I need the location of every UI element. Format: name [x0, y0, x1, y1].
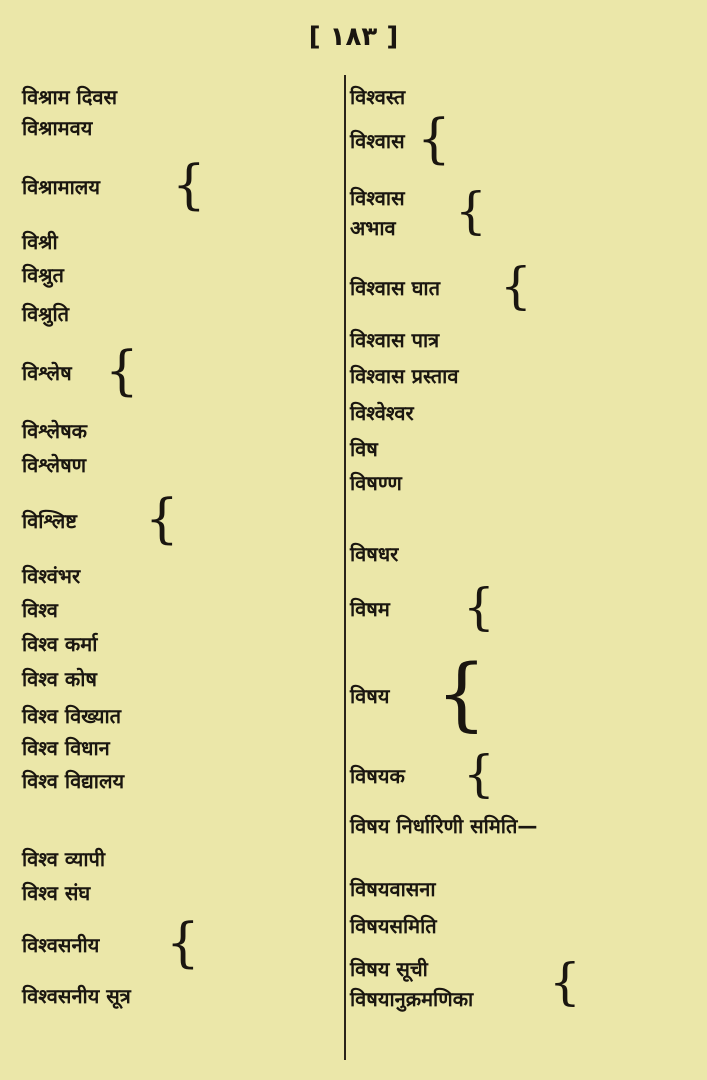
column-divider [344, 75, 346, 1060]
right-headword: विष [350, 437, 378, 461]
right-headword: विश्वस्त [350, 85, 406, 109]
left-headword: विश्व संघ [22, 881, 91, 905]
brace-glyph: { [500, 257, 532, 315]
left-headword: विश्राम दिवस [22, 85, 118, 109]
brace-glyph: { [172, 154, 206, 216]
left-headword: विश्रुत [22, 263, 64, 287]
brace-glyph: { [549, 953, 581, 1011]
left-headword: विश्व विधान [22, 736, 110, 760]
right-headword: विषय निर्धारिणी समिति— [350, 814, 538, 838]
left-headword: विश्व [22, 598, 58, 622]
left-headword: विश्वसनीय सूत्र [22, 984, 131, 1008]
brace-glyph: { [463, 578, 495, 636]
brace-glyph: { [105, 340, 139, 402]
brace-glyph: { [455, 182, 487, 240]
right-headword: विषय [350, 684, 390, 708]
brace-glyph: { [166, 912, 200, 974]
right-headword: विश्वास प्रस्ताव [350, 364, 459, 388]
right-headword: विश्वेश्वर [350, 401, 414, 425]
left-headword: विश्व विख्यात [22, 704, 122, 728]
right-headword: विषधर [350, 542, 399, 566]
brace-glyph: { [463, 745, 495, 803]
right-headword: विश्वास अभाव [350, 186, 405, 240]
right-headword: विषय सूची विषयानुक्रमणिका [350, 957, 474, 1011]
right-headword: विषयक [350, 764, 405, 788]
brace-glyph: { [417, 108, 451, 170]
right-headword: विषयसमिति [350, 914, 437, 938]
left-headword: विश्व व्यापी [22, 847, 106, 871]
right-headword: विषण्ण [350, 471, 402, 495]
left-headword: विश्रामवय [22, 116, 93, 140]
left-headword: विश्वंभर [22, 564, 81, 588]
right-headword: विषयवासना [350, 877, 436, 901]
left-headword: विश्व कोष [22, 667, 97, 691]
brace-glyph: { [436, 647, 487, 740]
left-headword: विश्रामालय [22, 175, 100, 199]
left-headword: विश्री [22, 230, 58, 254]
right-headword: विषम [350, 597, 390, 621]
page-number: [ ۱۸۳ ] [308, 22, 399, 52]
right-headword: विश्वास पात्र [350, 328, 440, 352]
left-headword: विश्वसनीय [22, 933, 100, 957]
left-headword: विश्लिष्ट [22, 509, 77, 533]
brace-glyph: { [145, 488, 179, 550]
right-headword: विश्वास [350, 129, 405, 153]
right-headword: विश्वास घात [350, 276, 440, 300]
left-headword: विश्व विद्यालय [22, 769, 125, 793]
left-headword: विश्रुति [22, 302, 70, 326]
left-headword: विश्लेषक [22, 419, 88, 443]
left-headword: विश्लेषण [22, 453, 87, 477]
left-headword: विश्व कर्मा [22, 632, 98, 656]
left-headword: विश्लेष [22, 361, 72, 385]
